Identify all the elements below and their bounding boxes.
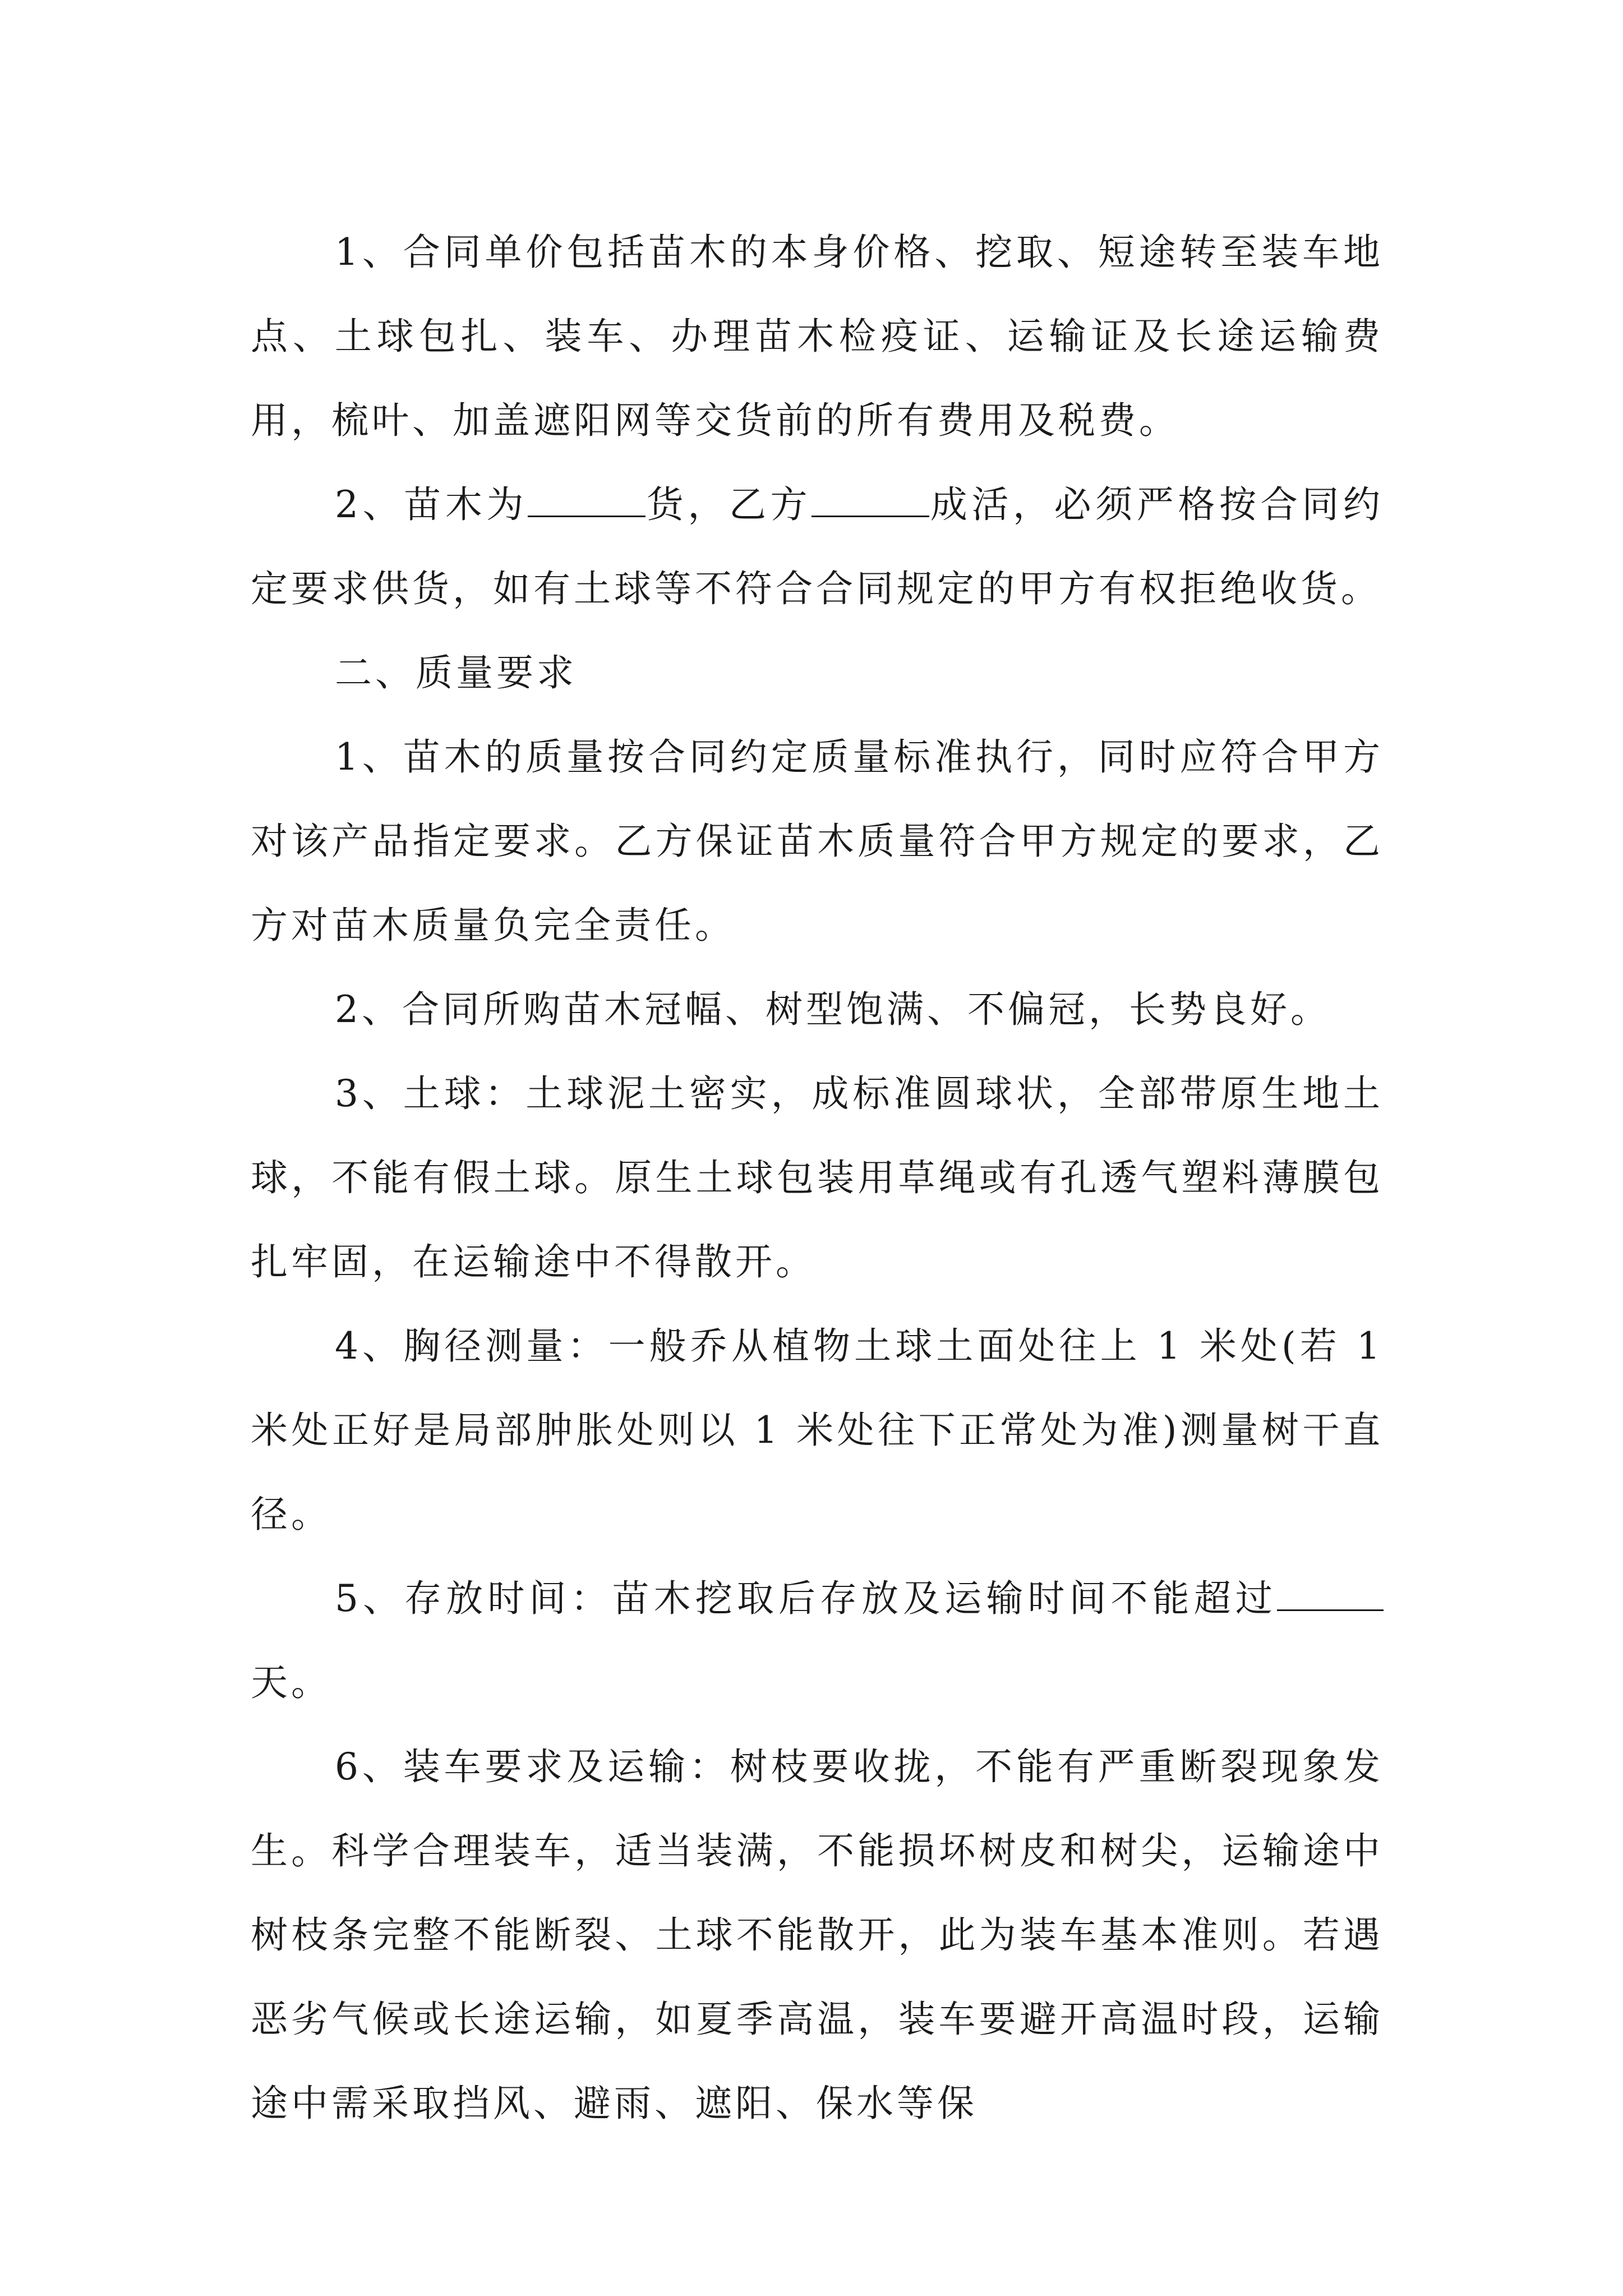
blank-survival-rate[interactable] xyxy=(811,481,929,517)
blank-storage-days[interactable] xyxy=(1277,1575,1384,1611)
clause-dbh-measurement: 4、胸径测量：一般乔从植物土球土面处往上 1 米处(若 1 米处正好是局部肿胀处则以 1 米处往下正常处为准)测量树干直径。 xyxy=(251,1324,1399,1536)
clause-supply-text-2: 货，乙方 xyxy=(645,483,812,526)
clause-crown-shape: 2、合同所购苗木冠幅、树型饱满、不偏冠，长势良好。 xyxy=(335,988,1331,1031)
clause-quality-standard: 1、苗木的质量按合同约定质量标准执行，同时应符合甲方对该产品指定要求。乙方保证苗木质量符合甲方规定的要求，乙方对苗木质量负完全责任。 xyxy=(251,735,1384,947)
blank-goods-type[interactable] xyxy=(528,481,645,517)
document-body xyxy=(251,210,1399,2146)
clause-storage-text-2: 天。 xyxy=(251,1661,331,1704)
clause-price-scope: 1、合同单价包括苗木的本身价格、挖取、短途转至装车地点、土球包扎、装车、办理苗木检疫证、运输证及长途运输费用，梳叶、加盖遮阳网等交货前的所有费用及税费。 xyxy=(251,231,1384,442)
section-heading-quality: 二、质量要求 xyxy=(335,651,577,694)
clause-supply-text-3: 成活，必须严格按合同约定要求供货，如有土球等不符合合同规定的甲方有权拒绝收货。 xyxy=(251,483,1384,610)
clause-soil-ball: 3、土球：土球泥土密实，成标准圆球状，全部带原生地土球，不能有假土球。原生土球包装用草绳或有孔透气塑料薄膜包扎牢固，在运输途中不得散开。 xyxy=(251,1072,1384,1283)
clause-loading-transport: 6、装车要求及运输：树枝要收拢，不能有严重断裂现象发生。科学合理装车，适当装满，不能损坏树皮和树尖，运输途中树枝条完整不能断裂、土球不能散开，此为装车基本准则。若遇恶劣气候或长途运输，如夏季高温，装车要避开高温时段，运输途中需采取挡风、避雨、遮阳、保水等保 xyxy=(251,1745,1384,2125)
clause-supply-requirement xyxy=(251,463,1384,631)
clause-storage-text-1: 5、存放时间：苗木挖取后存放及运输时间不能超过 xyxy=(335,1577,1277,1620)
clause-supply-text-1: 2、苗木为 xyxy=(335,483,528,526)
clause-storage-time xyxy=(251,1557,1384,1725)
